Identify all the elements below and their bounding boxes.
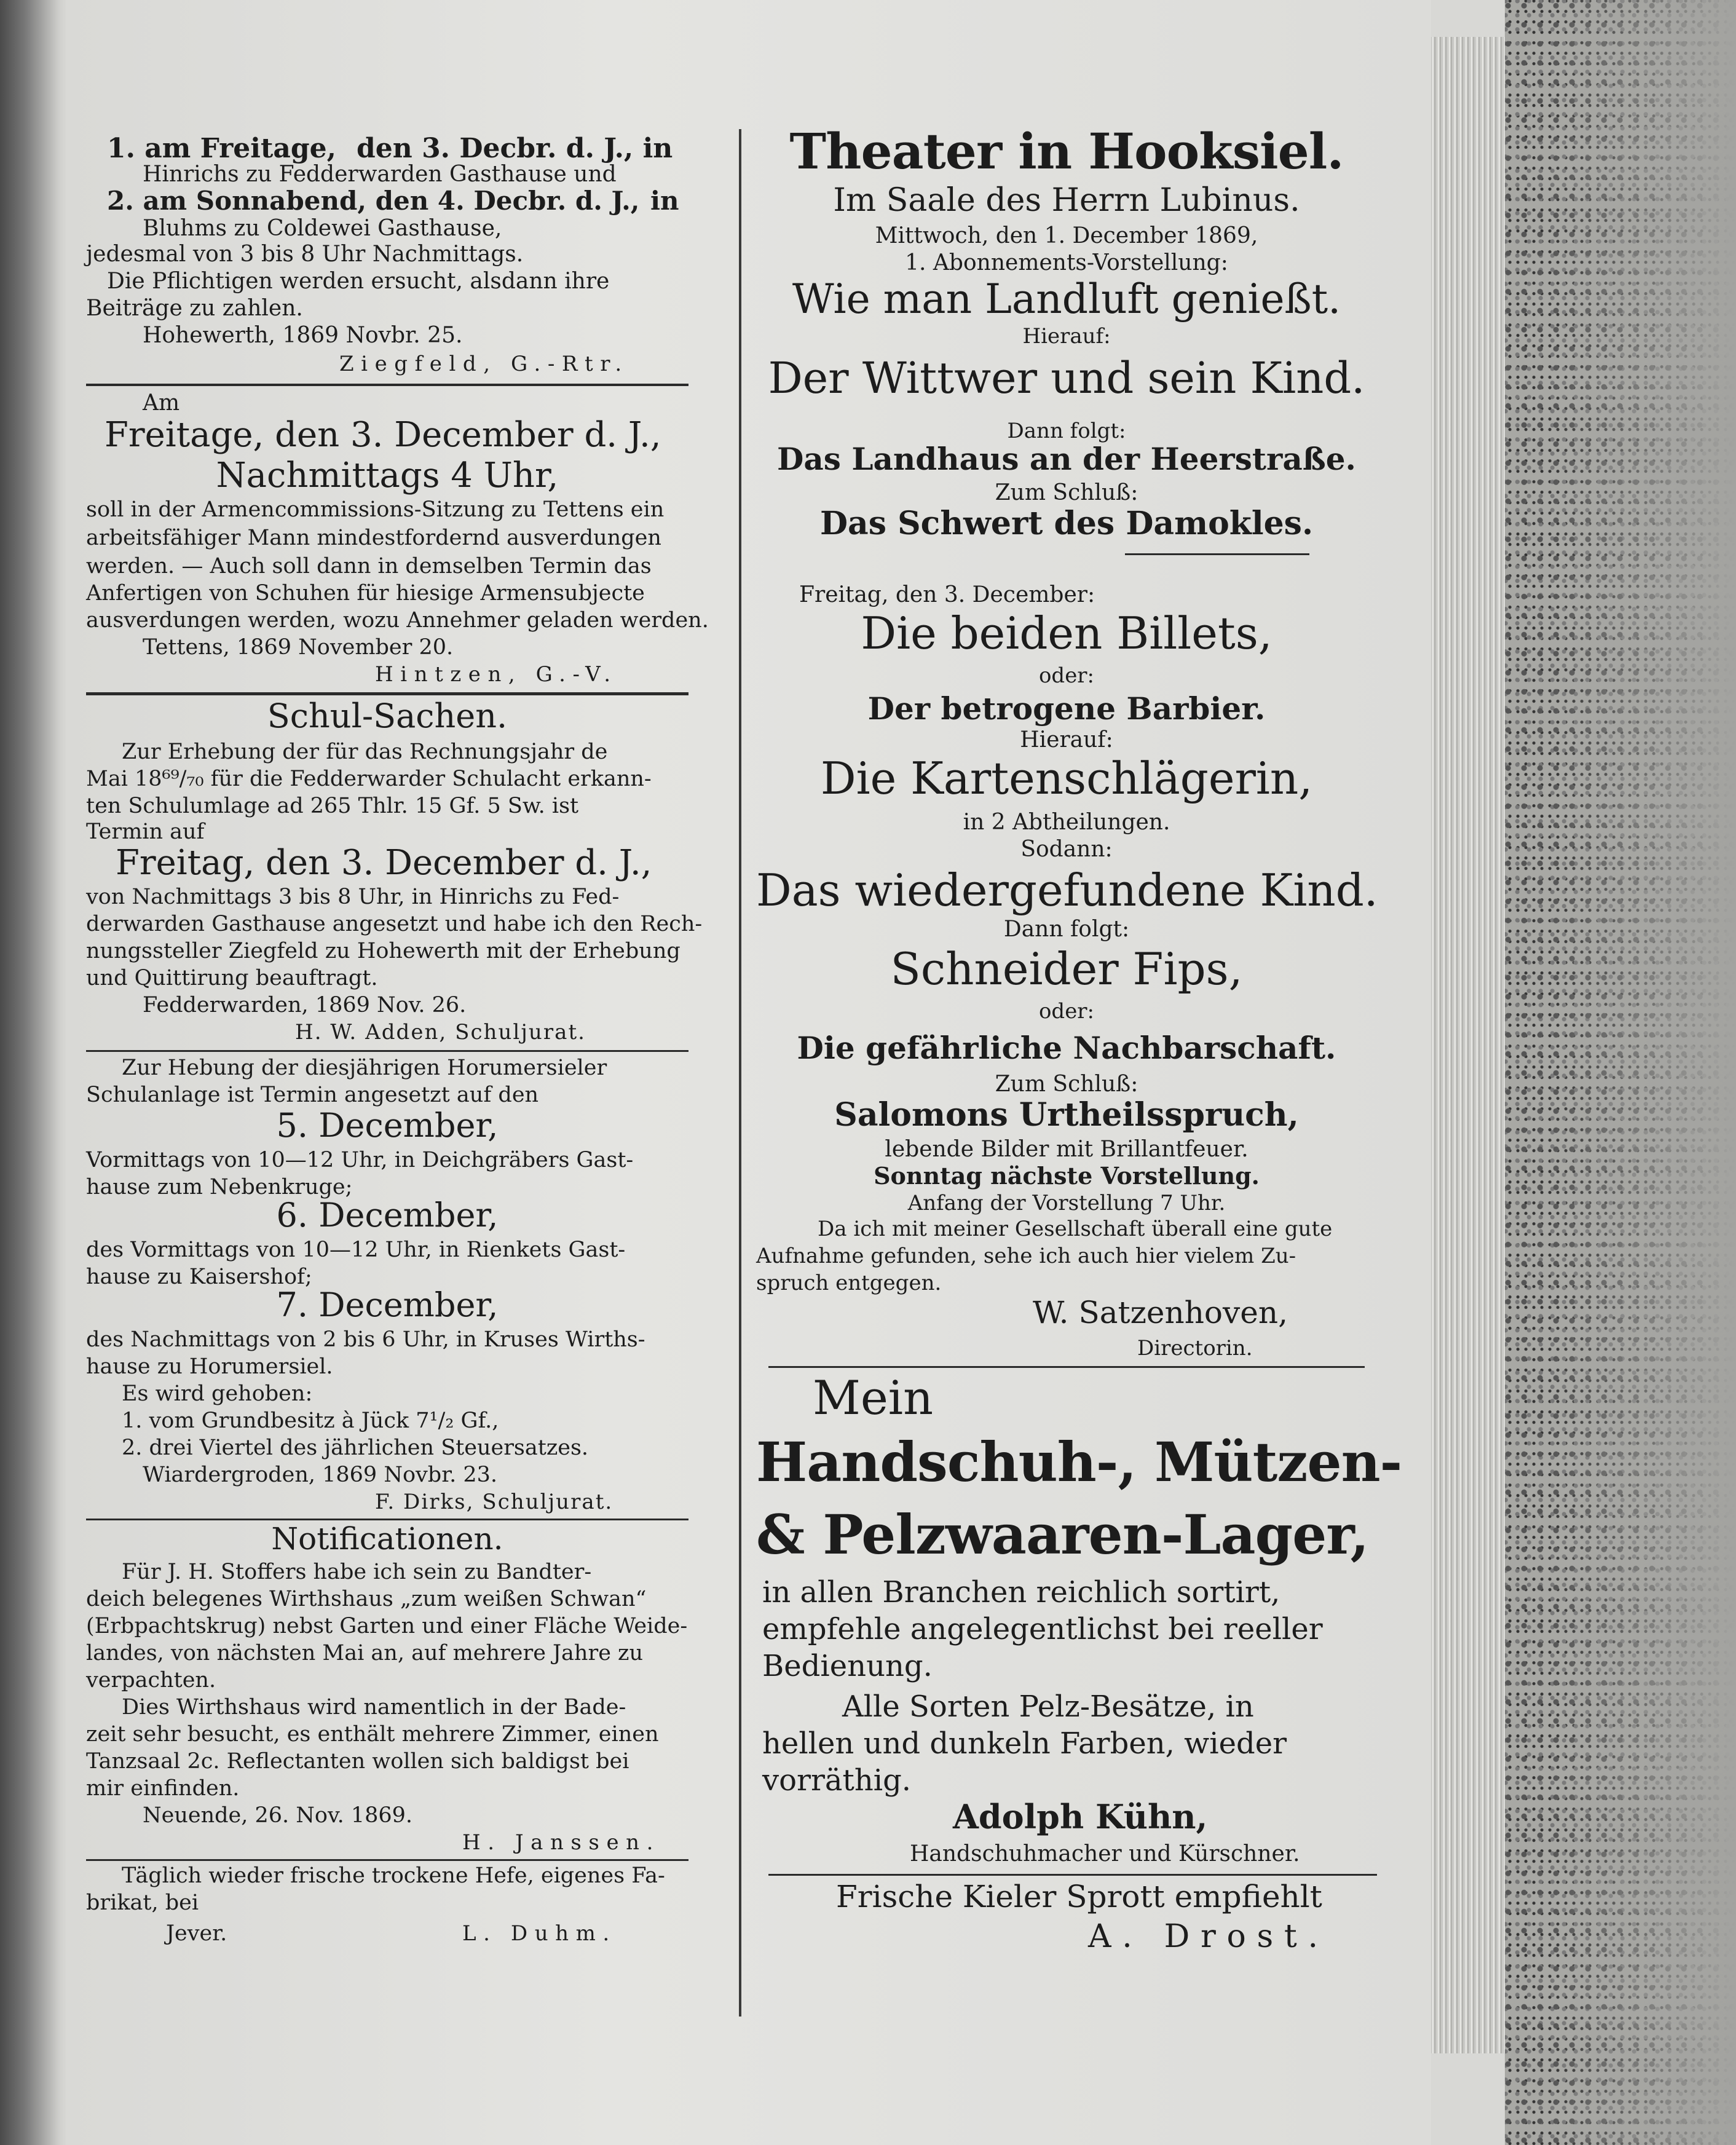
text-line: Zum Schluß: [995, 1072, 1138, 1097]
signature: H. Janssen. [462, 1830, 660, 1855]
text-line: Sodann: [1020, 837, 1113, 862]
text-line: ten Schulumlage ad 265 Thlr. 15 Gf. 5 Sw. ist [86, 794, 579, 818]
text-line: deich belegenes Wirthshaus „zum weißen Schwan“ [86, 1587, 647, 1611]
text-line: Dann folgt: [1007, 419, 1126, 443]
text-line: Hierauf: [1020, 727, 1113, 753]
text-line: hellen und dunkeln Farben, wieder [762, 1726, 1287, 1761]
text-line: werden. — Auch soll dann in demselben Termin das [86, 554, 652, 579]
text-line: Da ich mit meiner Gesellschaft überall eine gute [818, 1217, 1333, 1241]
date-heading: 5. December, [276, 1106, 499, 1145]
text-line: arbeitsfähiger Mann mindestfordernd ausverdungen [86, 526, 661, 550]
text-line: des Nachmittags von 2 bis 6 Uhr, in Kruses Wirths- [86, 1327, 645, 1352]
section-rule [768, 1366, 1365, 1368]
signature: L. Duhm. [462, 1921, 617, 1946]
text-line: spruch entgegen. [756, 1271, 942, 1295]
date-heading: Freitag, den 3. December d. J., [116, 843, 652, 883]
text-line: nungssteller Ziegfeld zu Hohewerth mit der Erhebung [86, 939, 681, 963]
text-line: Mai 18⁶⁹/₇₀ für die Fedderwarder Schulacht erkann- [86, 767, 652, 791]
text-line: Hierauf: [1022, 324, 1111, 349]
text-line: den 3. Decbr. d. J., in [357, 133, 673, 164]
text-line: Schulanlage ist Termin angesetzt auf den [86, 1083, 539, 1107]
text-line: hause zu Horumersiel. [86, 1354, 333, 1379]
text-line: landes, von nächsten Mai an, auf mehrere Jahre zu [86, 1641, 644, 1665]
section-rule [86, 1050, 688, 1052]
text-line: jedesmal von 3 bis 8 Uhr Nachmittags. [86, 242, 524, 267]
text-line: Frische Kieler Sprott empfiehlt [836, 1879, 1322, 1914]
text-line: Zum Schluß: [995, 480, 1138, 505]
place-date: Wiardergroden, 1869 Novbr. 23. [143, 1463, 497, 1487]
text-line: hause zu Kaisershof; [86, 1265, 312, 1289]
text-line: Beiträge zu zahlen. [86, 296, 303, 321]
text-line: Sonntag nächste Vorstellung. [874, 1162, 1260, 1190]
text-line: verpachten. [86, 1668, 216, 1693]
text-line: mir einfinden. [86, 1776, 240, 1801]
ad-heading: Handschuh-, Mützen- [756, 1430, 1402, 1494]
text-line: soll in der Armencommissions-Sitzung zu Tettens ein [86, 497, 665, 522]
signature: Adolph Kühn, [953, 1797, 1208, 1836]
text-line: Täglich wieder frische trockene Hefe, eigenes Fa- [122, 1863, 665, 1888]
text-line: Bluhms zu Coldewei Gasthause, [143, 216, 502, 241]
text-line: Hinrichs zu Fedderwarden Gasthause und [143, 162, 617, 187]
play-title: Der betrogene Barbier. [867, 690, 1266, 727]
text-line: ausverdungen werden, wozu Annehmer geladen werden. [86, 608, 709, 633]
signature: H. W. Adden, Schuljurat. [295, 1020, 586, 1045]
place-date: Fedderwarden, 1869 Nov. 26. [143, 993, 467, 1017]
theater-title: Theater in Hooksiel. [789, 122, 1344, 180]
text-line: lebende Bilder mit Brillantfeuer. [885, 1137, 1249, 1162]
date-heading: 6. December, [276, 1196, 499, 1234]
text-line: Die Pflichtigen werden ersucht, alsdann ihre [107, 269, 610, 294]
text-line: Vormittags von 10—12 Uhr, in Deichgräbers Gast- [86, 1148, 634, 1172]
text-line: Zur Erhebung der für das Rechnungsjahr de [122, 740, 608, 764]
text-line: 1. vom Grundbesitz à Jück 7¹/₂ Gf., [122, 1408, 499, 1433]
text-line: des Vormittags von 10—12 Uhr, in Rienkets Gast- [86, 1238, 626, 1262]
signature: F. Dirks, Schuljurat. [375, 1490, 614, 1514]
section-heading: Schul-Sachen. [267, 697, 508, 735]
text-line: von Nachmittags 3 bis 8 Uhr, in Hinrichs zu Fed- [86, 885, 620, 909]
text-line: und Quittirung beauftragt. [86, 966, 378, 990]
text-line: Aufnahme gefunden, sehe ich auch hier vielem Zu- [756, 1244, 1296, 1268]
signature: Hintzen, G.-V. [375, 662, 618, 687]
place-date: Tettens, 1869 November 20. [143, 635, 454, 660]
play-title: Das Landhaus an der Heerstraße. [777, 441, 1356, 477]
text-line: in allen Branchen reichlich sortirt, [762, 1575, 1280, 1610]
text-line: Bedienung. [762, 1649, 933, 1683]
signature: W. Satzenhoven, [1033, 1295, 1288, 1330]
text-line: Termin auf [86, 820, 205, 844]
text-line: Für J. H. Stoffers habe ich sein zu Bandter- [122, 1560, 592, 1584]
ad-heading: & Pelzwaaren-Lager, [756, 1503, 1369, 1566]
play-title: Die gefährliche Nachbarschaft. [797, 1030, 1336, 1066]
date-heading: 7. December, [276, 1286, 499, 1324]
text-line: oder: [1038, 663, 1095, 688]
column-divider [739, 129, 741, 2017]
play-title: Die Kartenschlägerin, [820, 753, 1313, 804]
short-rule [1125, 553, 1309, 555]
text-line: zeit sehr besucht, es enthält mehrere Zimmer, einen [86, 1722, 659, 1747]
text-line: Dann folgt: [1003, 917, 1130, 942]
ad-heading: Mein [813, 1370, 934, 1425]
text-line: 2. drei Viertel des jährlichen Steuersatzes. [122, 1436, 589, 1460]
date-heading: Freitage, den 3. December d. J., [105, 415, 661, 455]
text-line: derwarden Gasthause angesetzt und habe ich den Rech- [86, 912, 703, 936]
place: Jever. [166, 1921, 227, 1946]
place-date: Neuende, 26. Nov. 1869. [143, 1803, 413, 1828]
signature: A. Drost. [1088, 1918, 1329, 1955]
text-line: in [650, 186, 679, 216]
theater-subtitle: Im Saale des Herrn Lubinus. [833, 182, 1300, 219]
place-date: Hohewerth, 1869 Novbr. 25. [143, 323, 463, 348]
text-line: Tanzsaal 2c. Reflectanten wollen sich baldigst bei [86, 1749, 629, 1774]
play-title: Das wiedergefundene Kind. [756, 864, 1378, 916]
play-title: Salomons Urtheilsspruch, [834, 1096, 1299, 1134]
text-line: 2. am Sonnabend, den 4. Decbr. d. J., [107, 186, 640, 216]
section-rule [86, 384, 688, 386]
section-rule [86, 1859, 688, 1861]
text-line: 1. Abonnements-Vorstellung: [905, 250, 1228, 275]
text-line: Am [143, 390, 180, 416]
section-rule [86, 1519, 688, 1520]
text-line: (Erbpachtskrug) nebst Garten und einer Fläche Weide- [86, 1614, 688, 1638]
play-title: Der Wittwer und sein Kind. [768, 353, 1365, 403]
text-line: Freitag, den 3. December: [799, 582, 1095, 607]
section-rule [86, 692, 688, 695]
text-line: Dies Wirthshaus wird namentlich in der Bade- [122, 1695, 626, 1720]
text-line: Es wird gehoben: [122, 1381, 313, 1406]
text-line: Zur Hebung der diesjährigen Horumersieler [122, 1056, 607, 1080]
play-title: Schneider Fips, [890, 943, 1243, 995]
play-title: Wie man Landluft genießt. [792, 275, 1341, 323]
text-line: vorräthig. [762, 1763, 912, 1798]
play-title: Das Schwert des Damokles. [819, 505, 1314, 542]
text-line: Anfertigen von Schuhen für hiesige Armensubjecte [86, 581, 645, 606]
book-binding-shadow [0, 0, 66, 2145]
text-line: Mittwoch, den 1. December 1869, [875, 223, 1258, 248]
text-line: Alle Sorten Pelz-Besätze, in [842, 1689, 1254, 1724]
text-line: hause zum Nebenkruge; [86, 1175, 353, 1199]
section-heading: Notificationen. [271, 1521, 503, 1557]
text-line: oder: [1038, 999, 1095, 1024]
book-cover-shading [1549, 0, 1736, 2145]
text-line: brikat, bei [86, 1890, 199, 1915]
time-heading: Nachmittags 4 Uhr, [216, 456, 559, 496]
text-line: 1. am Freitage, [107, 133, 336, 164]
signature: Ziegfeld, G.-Rtr. [339, 352, 629, 376]
page-edges [1431, 37, 1505, 2053]
signature-role: Directorin. [1137, 1336, 1253, 1361]
signature-role: Handschuhmacher und Kürschner. [910, 1841, 1300, 1867]
text-line: Anfang der Vorstellung 7 Uhr. [907, 1191, 1226, 1215]
text-line: empfehle angelegentlichst bei reeller [762, 1612, 1323, 1646]
section-rule [768, 1874, 1377, 1876]
play-title: Die beiden Billets, [861, 607, 1272, 659]
text-line: in 2 Abtheilungen. [963, 810, 1170, 835]
